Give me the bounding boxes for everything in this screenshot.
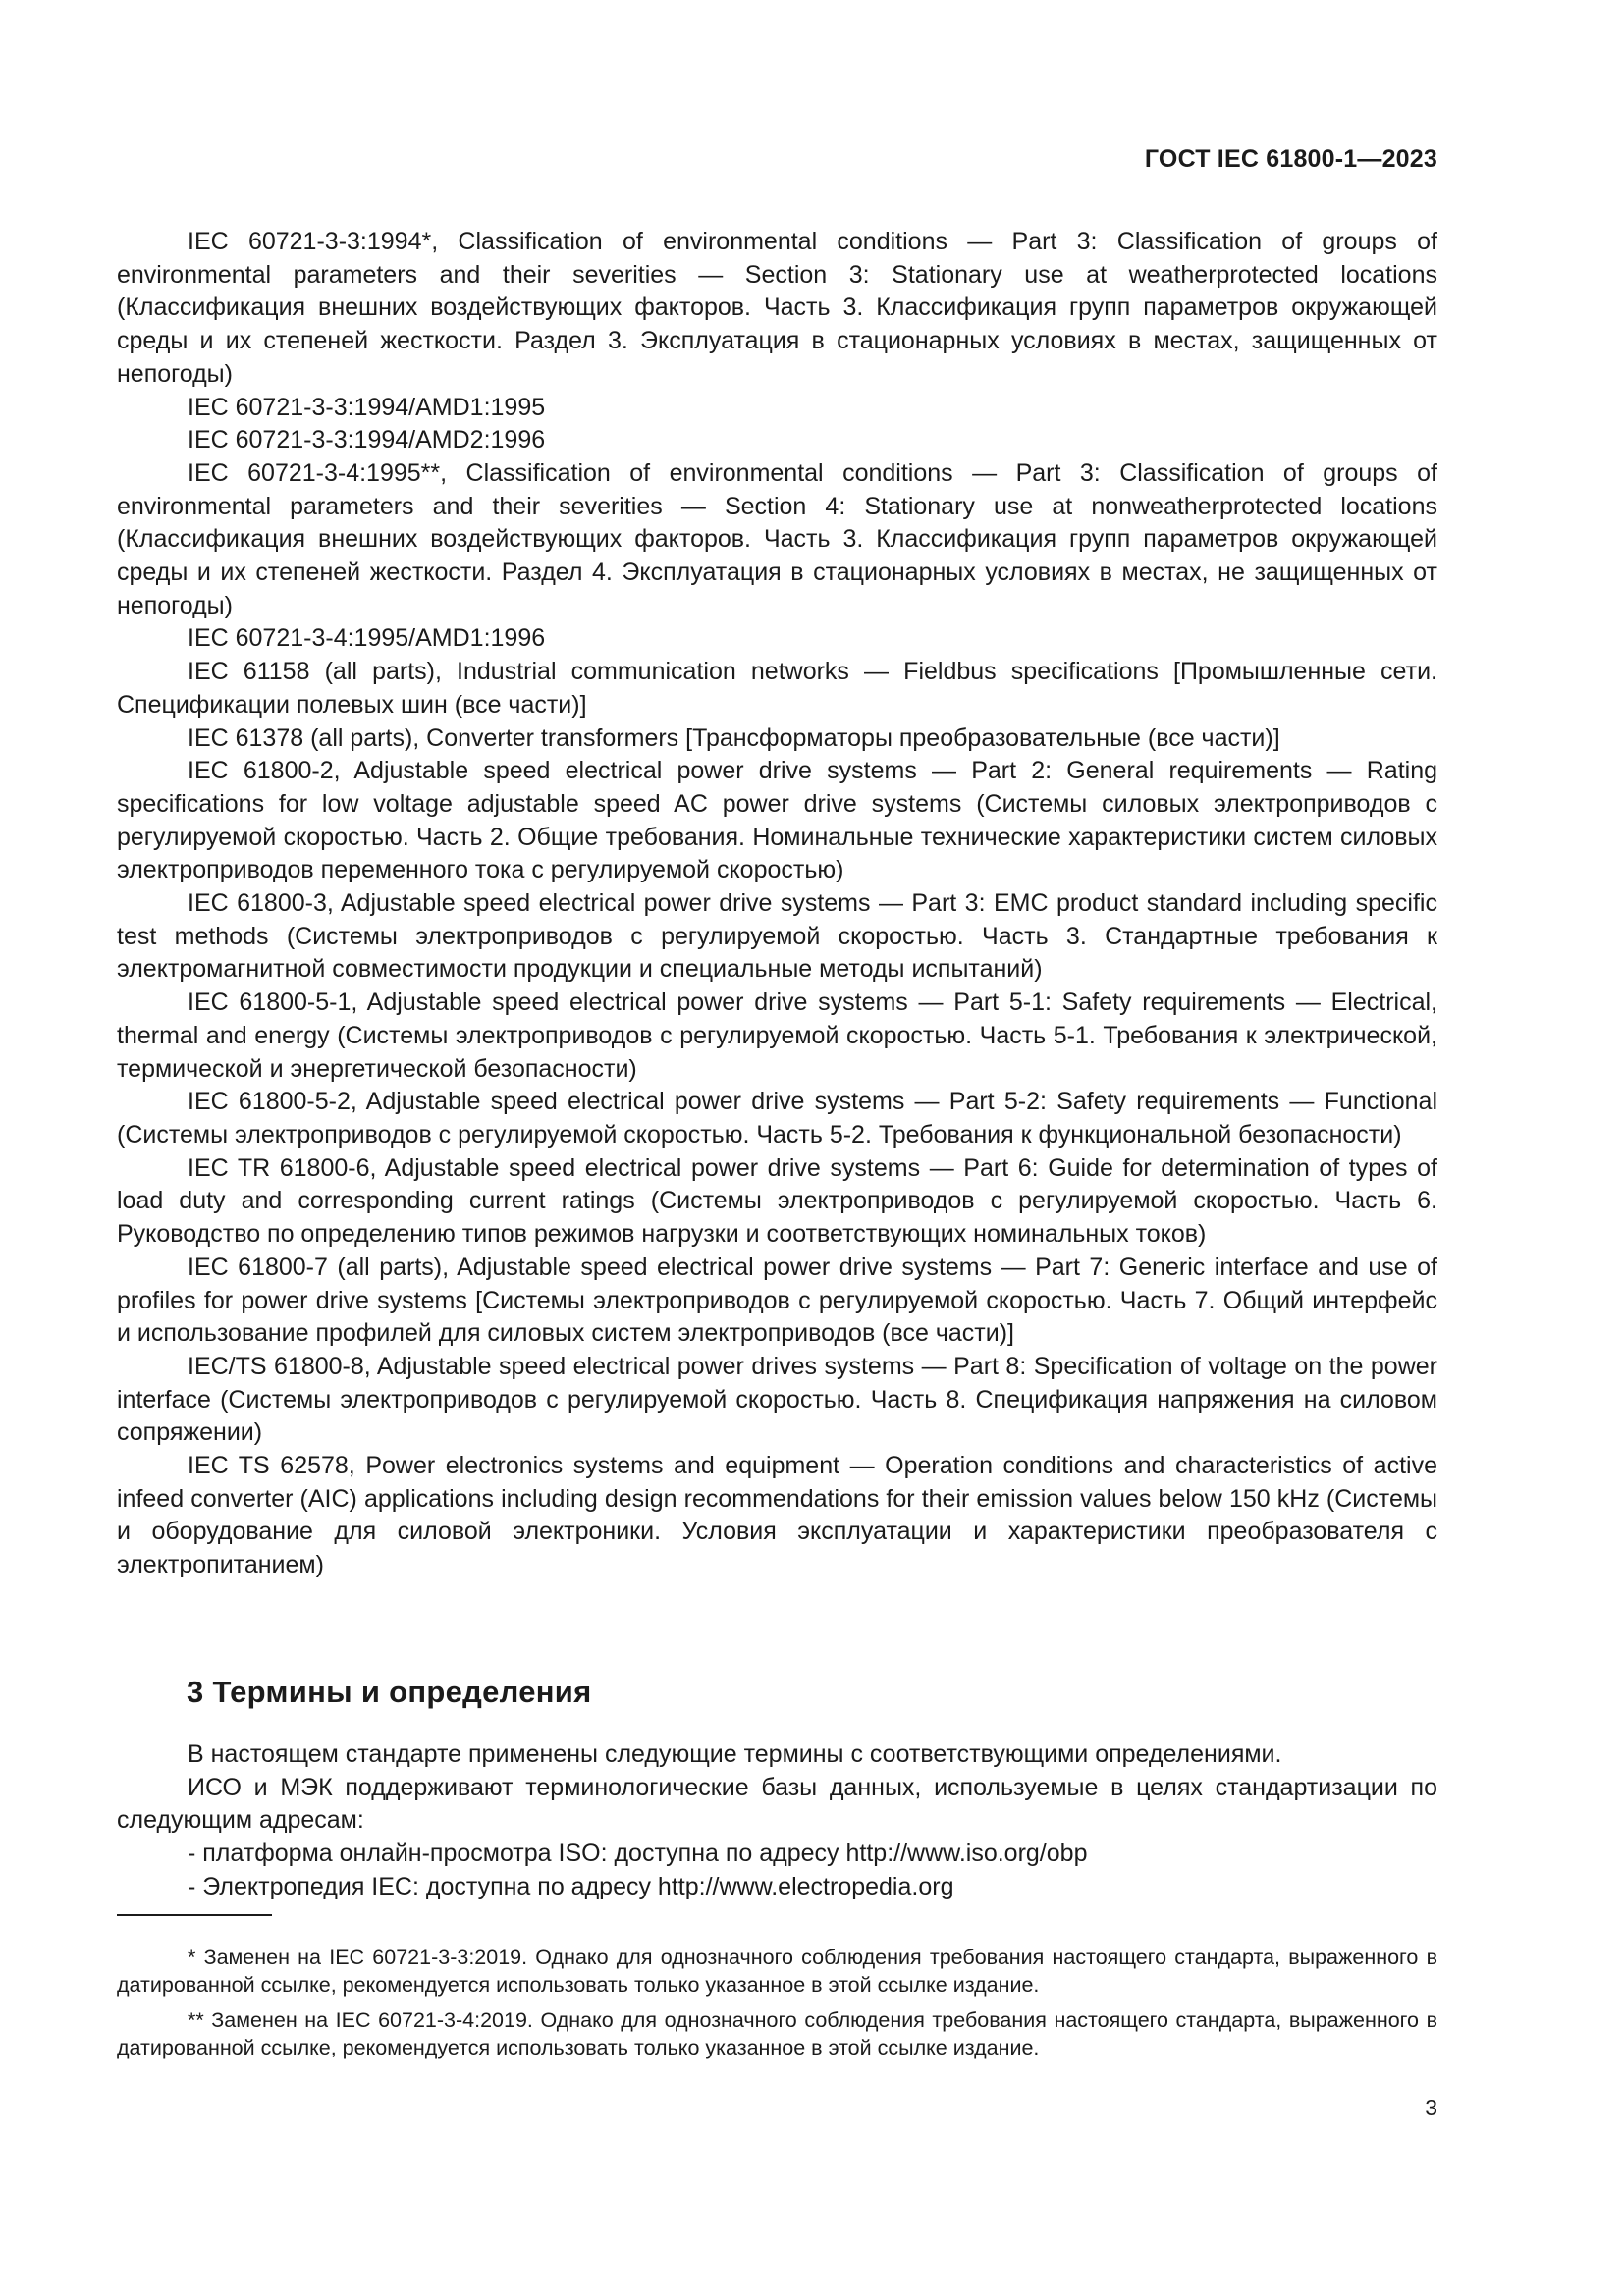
reference-item: IEC 60721-3-4:1995/AMD1:1996 [188,624,546,653]
section-intro-paragraph: В настоящем стандарте применены следующие термины с соответствующими определениями. [188,1740,1282,1768]
reference-item: IEC TS 62578, Power electronics systems and equipment — Operation conditions and characteristics of active infeed converter (AIC) applications including design recommendations for their emission values below 150 kHz (Системы и оборудование для силовой электроники. Условия эксплуатации и характеристики преобразователя с электропитанием) [117,1452,1437,1579]
footnote-item: ** Заменен на IEC 60721-3-4:2019. Однако для однозначного соблюдения требования настоящего стандарта, выраженного в датированной ссылке, рекомендуется использовать только указанное в этой ссылке издание. [117,2008,1437,2059]
reference-item: IEC 61800-3, Adjustable speed electrical power drive systems — Part 3: EMC product standard including specific test methods (Системы электроприводов с регулируемой скоростью. Часть 3. Стандартные требования к электромагнитной совместимости продукции и специальные методы испытаний) [117,889,1437,984]
reference-item: IEC TR 61800-6, Adjustable speed electrical power drive systems — Part 6: Guide for determination of types of load duty and corresponding current ratings (Системы электроприводов с регулируемой скоростью. Часть 6. Руководство по определению типов режимов нагрузки и соответствующих номинальных токов) [117,1153,1437,1249]
page-number: 3 [1425,2095,1437,2120]
normative-references-list [117,226,1437,1582]
footnote-item: * Заменен на IEC 60721-3-3:2019. Однако для однозначного соблюдения требования настоящего стандарта, выраженного в датированной ссылке, рекомендуется использовать только указанное в этой ссылке издание. [117,1946,1437,1997]
reference-item: IEC/TS 61800-8, Adjustable speed electrical power drives systems — Part 8: Specification of voltage on the power interface (Системы электроприводов с регулируемой скоростью. Часть 8. Спецификация напряжения на силовом сопряжении) [117,1352,1437,1447]
reference-item: IEC 61800-5-2, Adjustable speed electrical power drive systems — Part 5-2: Safety requirements — Functional (Системы электроприводов с регулируемой скоростью. Часть 5-2. Требования к функциональной безопасности) [117,1088,1437,1148]
footnote-separator-rule [117,1914,272,1916]
reference-item: IEC 61800-7 (all parts), Adjustable speed electrical power drive systems — Part 7: Generic interface and use of profiles for power drive systems [Системы электроприводов с регулируемой скоростью. Часть 7. Общий интерфейс и использование профилей для силовых систем электроприводов (все части)] [117,1253,1437,1348]
reference-item: IEC 60721-3-3:1994*, Classification of environmental conditions — Part 3: Classification of groups of environmental parameters and their severities — Section 3: Stationary use at weatherprotected locations (Классификация внешних воздействующих факторов. Часть 3. Классификация групп параметров окружающей среды и их степеней жесткости. Раздел 3. Эксплуатация в стационарных условиях в местах, защищенных от непогоды) [117,228,1437,388]
reference-item: IEC 61800-5-1, Adjustable speed electrical power drive systems — Part 5-1: Safety requirements — Electrical, thermal and energy (Системы электроприводов с регулируемой скоростью. Часть 5-1. Требования к электрической, термической и энергетической безопасности) [117,988,1437,1083]
iso-obp-list-item: - платформа онлайн-просмотра ISO: доступна по адресу http://www.iso.org/obp [188,1840,1088,1868]
footnotes [117,1944,1437,2069]
reference-item: IEC 60721-3-4:1995**, Classification of environmental conditions — Part 3: Classification of groups of environmental parameters and their severities — Section 4: Stationary use at nonweatherprotected locations (Классификация внешних воздействующих факторов. Часть 3. Классификация групп параметров окружающей среды и их степеней жесткости. Раздел 4. Эксплуатация в стационарных условиях в местах, не защищенных от непогоды) [117,458,1437,619]
reference-item: IEC 60721-3-3:1994/AMD1:1995 [188,393,546,421]
reference-item: IEC 61158 (all parts), Industrial communication networks — Fieldbus specifications [Промышленные сети. Спецификации полевых шин (все части)] [117,658,1437,719]
reference-item: IEC 61800-2, Adjustable speed electrical power drive systems — Part 2: General requirements — Rating specifications for low voltage adjustable speed AC power drive systems (Системы силовых электроприводов с регулируемой скоростью. Часть 2. Общие требования. Номинальные технические характеристики систем силовых электроприводов переменного тока с регулируемой скоростью) [117,757,1437,884]
section-terms-body [117,1738,1437,1904]
reference-item: IEC 61378 (all parts), Converter transformers [Трансформаторы преобразовательные (все части)] [188,723,1280,752]
section-heading-terms-definitions: 3 Термины и определения [187,1675,592,1709]
page-header-standard-code: ГОСТ IEC 61800-1—2023 [1144,145,1437,173]
terminology-databases-paragraph: ИСО и МЭК поддерживают терминологические базы данных, используемые в целях стандартизации по следующим адресам: [117,1773,1437,1835]
reference-item: IEC 60721-3-3:1994/AMD2:1996 [188,426,546,454]
electropedia-list-item: - Электропедия IEC: доступна по адресу http://www.electropedia.org [188,1872,954,1900]
